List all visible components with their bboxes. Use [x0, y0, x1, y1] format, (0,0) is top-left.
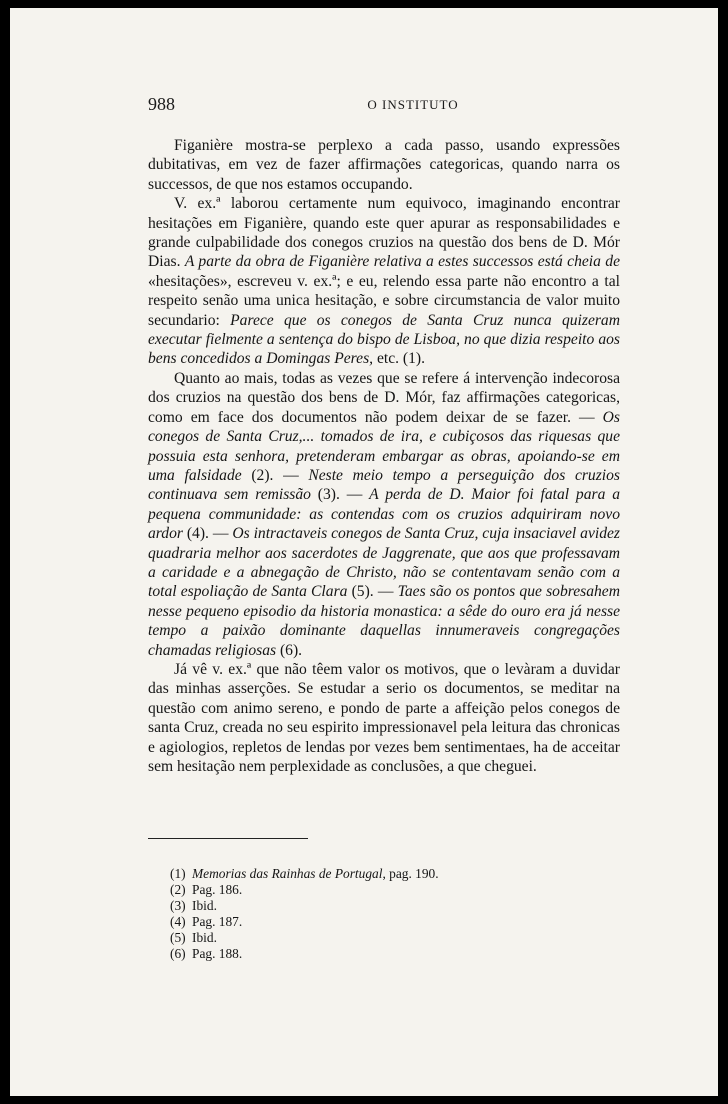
text-run: (5). —	[347, 583, 398, 601]
text-run: Já vê v. ex.ª que não têem valor os motivos, que o levàram a duvidar das minhas asserções. Se estudar a serio os documentos, se meditar na questão com animo sereno, e pondo de parte a affeição pelos conegos de santa Cruz, creada no seu espirito impressionavel pela leitura das chronicas e agiologios, repletos de lendas por vezes bem sentimentaes, ha de acceitar sem hesitação nem perplexidade as conclusões, a que cheguei.	[148, 660, 620, 775]
page-number: 988	[148, 94, 175, 114]
footnote-text: Ibid.	[192, 930, 217, 945]
footnote-text: Ibid.	[192, 898, 217, 913]
footnote-number: (5)	[170, 930, 186, 945]
text-run: V. ex.ª laborou certamente num equivoco, imaginando encontrar hesitações em Figanière, quando este quer apurar as responsabilidades e grande culpabilidade dos conegos cruzios na questão dos bens de D. Mór Dias.	[148, 195, 620, 271]
body-text	[148, 136, 620, 776]
footnote-text: Pag. 186.	[192, 882, 243, 897]
italic-text: Os intractaveis conegos de Santa Cruz, cuja insaciavel avidez quadraria melhor aos sacerdotes de Jaggrenate, que aos que professavam a caridade e a abnegação de Christo, não se contentavam senão com a total espoliação de Santa Clara	[148, 525, 620, 601]
footnote-text: Pag. 187.	[192, 914, 243, 929]
text-run: «hesitações», escreveu v. ex.ª; e eu, relendo essa parte não encontro a tal respeito senão uma unica hesitação, e sobre circumstancia de valor muito secundario:	[148, 272, 620, 329]
text-run: (2). —	[241, 466, 309, 484]
footnote-separator	[148, 838, 308, 839]
italic-text: A perda de D. Maior foi fatal para a pequena communidade: as contendas com os cruzios adquiriram novo ardor	[148, 486, 620, 543]
italic-text: Taes são os pontos que sobresahem nesse pequeno episodio da historia monastica: a sêde do ouro era já nesse tempo a paixão dominante daquellas innumeraveis congregações chamadas religiosas	[148, 583, 620, 659]
text-run: Quanto ao mais, todas as vezes que se refere á intervenção indecorosa dos cruzios na questão dos bens de D. Mór, faz affirmações categoricas, como em face dos documentos não podem deixar de se fazer. —	[148, 369, 620, 426]
text-run: (4). —	[182, 525, 233, 543]
footnote-number: (6)	[170, 946, 186, 961]
italic-text: Os conegos de Santa Cruz,... tomados de ira, e cubiçosos das riquesas que possuia esta senhora, pretenderam embargar as obras, apoiando-se em uma falsidade	[148, 408, 620, 484]
footnote-citation-title: Memorias das Rainhas de Portugal	[192, 866, 383, 881]
page-header	[148, 94, 618, 118]
text-run: etc. (1).	[373, 350, 426, 368]
italic-text: Parece que os conegos de Santa Cruz nunca quizeram executar fielmente a sentença do bispo de Lisboa, no que dizia respeito aos bens concedidos a Domingas Peres,	[148, 311, 620, 368]
footnote	[170, 866, 570, 882]
footnote-number: (3)	[170, 898, 186, 913]
footnotes	[170, 866, 570, 962]
italic-text: Neste meio tempo a perseguição dos cruzios continuava sem remissão	[148, 466, 620, 504]
italic-text: A parte da obra de Figanière relativa a estes successos está cheia de	[184, 253, 620, 271]
book-page	[10, 8, 718, 1096]
footnote	[170, 882, 570, 898]
body-paragraph	[148, 660, 620, 776]
footnote-number: (2)	[170, 882, 186, 897]
footnote	[170, 914, 570, 930]
text-run: Figanière mostra-se perplexo a cada passo, usando expressões dubitativas, em vez de fazer affirmações categoricas, quando narra os successos, de que nos estamos occupando.	[148, 137, 620, 193]
footnote	[170, 898, 570, 914]
body-paragraph	[148, 136, 620, 194]
footnote-text: Pag. 188.	[192, 946, 243, 961]
running-title: O INSTITUTO	[367, 97, 459, 112]
footnote-number: (4)	[170, 914, 186, 929]
body-paragraph	[148, 194, 620, 369]
body-paragraph	[148, 369, 620, 660]
footnote-text: , pag. 190.	[382, 866, 439, 881]
footnote-number: (1)	[170, 866, 186, 881]
text-run: (3). —	[310, 486, 370, 504]
footnote	[170, 930, 570, 946]
footnote	[170, 946, 570, 962]
text-run: (6).	[276, 641, 303, 659]
